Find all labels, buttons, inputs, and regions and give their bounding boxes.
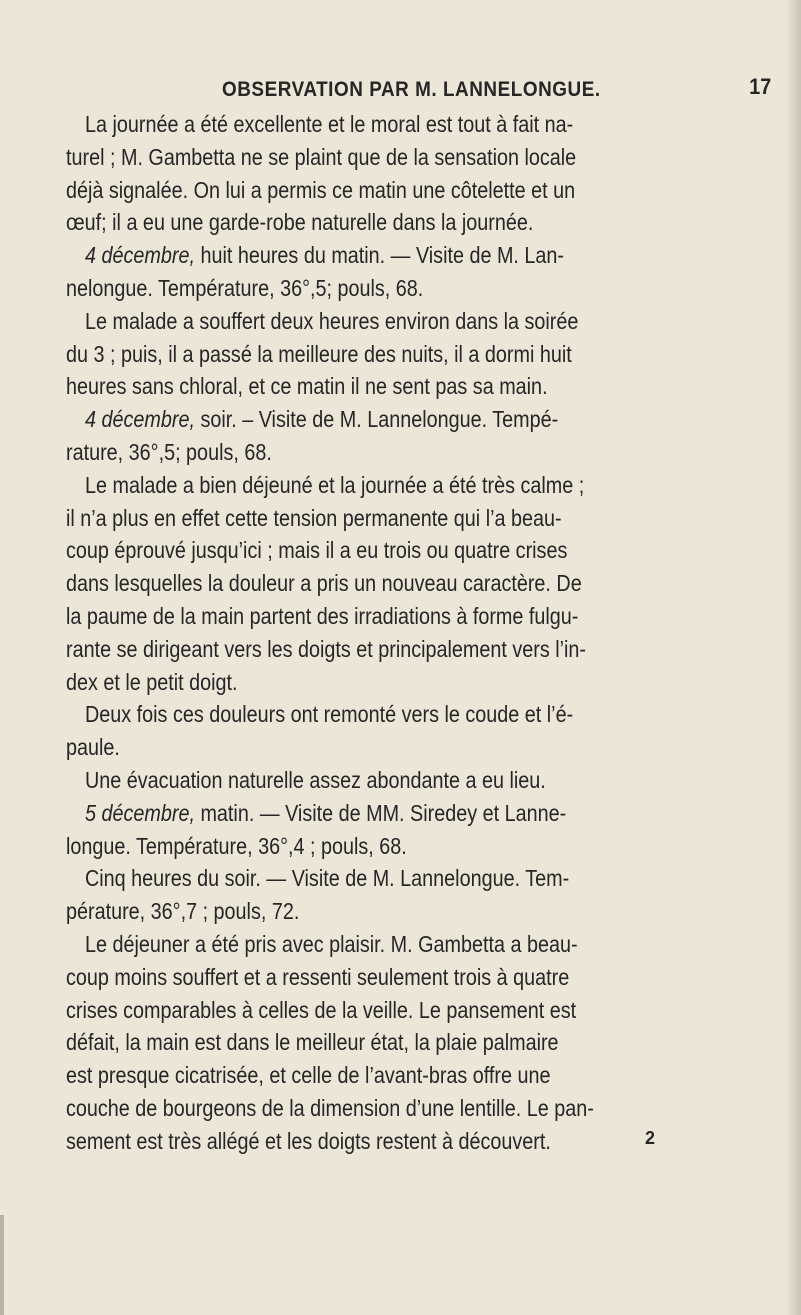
line-text: pérature, 36°,7 ; pouls, 72. <box>66 898 300 925</box>
line-text: défait, la main est dans le meilleur état, la plaie palmaire <box>66 1029 559 1056</box>
text-line <box>66 534 567 566</box>
line-text: œuf; il a eu une garde-robe naturelle dans la journée. <box>66 209 534 236</box>
running-head: OBSERVATION PAR M. LANNELONGUE. <box>222 78 601 101</box>
line-text: nelongue. Température, 36°,5; pouls, 68. <box>66 275 424 301</box>
line-text: heures sans chloral, et ce matin il ne sent pas sa main. <box>66 373 548 400</box>
text-line <box>85 108 573 140</box>
text-line <box>66 1026 559 1058</box>
line-text: dans lesquelles la douleur a pris un nouveau caractère. De <box>66 570 582 597</box>
text-line <box>66 206 533 238</box>
line-text: est presque cicatrisée, et celle de l’avant-bras offre une <box>66 1062 551 1089</box>
text-line <box>66 1059 551 1091</box>
binding-edge <box>0 1215 4 1315</box>
text-line <box>66 174 575 206</box>
text-line <box>85 403 558 435</box>
text-line <box>66 994 576 1026</box>
text-line <box>66 272 423 304</box>
text-line <box>66 567 582 599</box>
line-text: huit heures du matin. — Visite de M. Lan- <box>194 242 565 269</box>
page-header <box>0 74 801 108</box>
signature-mark: 2 <box>645 1128 656 1148</box>
page-edge-shadow <box>786 0 801 1315</box>
line-text: Cinq heures du soir. — Visite de M. Lannelongue. Tem- <box>85 865 570 892</box>
line-text: coup moins souffert et a ressenti seulement trois à quatre <box>66 963 570 990</box>
text-line <box>66 502 562 534</box>
text-line <box>66 830 407 862</box>
line-text: coup éprouvé jusqu’ici ; mais il a eu trois ou quatre crises <box>66 537 568 564</box>
line-text: dex et le petit doigt. <box>66 668 238 695</box>
text-line <box>85 305 578 337</box>
line-text: longue. Température, 36°,4 ; pouls, 68. <box>66 832 407 859</box>
text-line <box>66 895 299 927</box>
text-line <box>66 436 272 468</box>
line-text: turel ; M. Gambetta ne se plaint que de la sensation locale <box>66 143 577 170</box>
date-label: 4 décembre, <box>85 406 195 433</box>
line-text: soir. – Visite de M. Lannelongue. Tempé- <box>194 406 559 433</box>
line-text: du 3 ; puis, il a passé la meilleure des nuits, il a dormi huit <box>66 340 572 367</box>
page-number: 17 <box>749 74 772 99</box>
text-line <box>66 600 578 632</box>
text-line <box>66 731 120 763</box>
text-line <box>85 698 573 730</box>
line-text: paule. <box>66 734 120 761</box>
line-text: Le malade a souffert deux heures environ dans la soirée <box>85 307 579 334</box>
line-text: Le malade a bien déjeuné et la journée a été très calme ; <box>85 471 585 498</box>
text-line <box>66 633 586 665</box>
date-label: 5 décembre, <box>85 799 195 826</box>
text-line <box>66 338 572 370</box>
text-line <box>85 469 584 501</box>
text-line <box>85 239 564 271</box>
text-line <box>85 797 566 829</box>
line-text: La journée a été excellente et le moral est tout à fait na- <box>85 111 574 137</box>
text-line <box>66 370 548 402</box>
line-text: Deux fois ces douleurs ont remonté vers le coude et l’é- <box>85 701 574 728</box>
line-text: crises comparables à celles de la veille. Le pansement est <box>66 996 577 1023</box>
text-line <box>85 862 569 894</box>
text-line <box>85 764 546 796</box>
text-line <box>66 961 569 993</box>
line-text: rature, 36°,5; pouls, 68. <box>66 439 272 465</box>
line-text: matin. — Visite de MM. Siredey et Lanne- <box>194 799 567 826</box>
line-text: sement est très allégé et les doigts restent à découvert. <box>66 1127 551 1154</box>
line-text: rante se dirigeant vers les doigts et principalement vers l’in- <box>66 635 587 662</box>
line-text: Une évacuation naturelle assez abondante a eu lieu. <box>85 767 546 793</box>
text-line <box>66 1125 551 1157</box>
text-line <box>66 141 576 173</box>
date-label: 4 décembre, <box>85 242 195 269</box>
line-text: couche de bourgeons de la dimension d’une lentille. Le pan- <box>66 1095 594 1121</box>
line-text: déjà signalée. On lui a permis ce matin une côtelette et un <box>66 176 576 203</box>
text-line <box>85 928 578 960</box>
line-text: il n’a plus en effet cette tension permanente qui l’a beau- <box>66 504 562 531</box>
line-text: Le déjeuner a été pris avec plaisir. M. Gambetta a beau- <box>85 931 578 957</box>
text-line <box>66 666 238 698</box>
text-line <box>66 1092 594 1124</box>
line-text: la paume de la main partent des irradiations à forme fulgu- <box>66 603 579 629</box>
